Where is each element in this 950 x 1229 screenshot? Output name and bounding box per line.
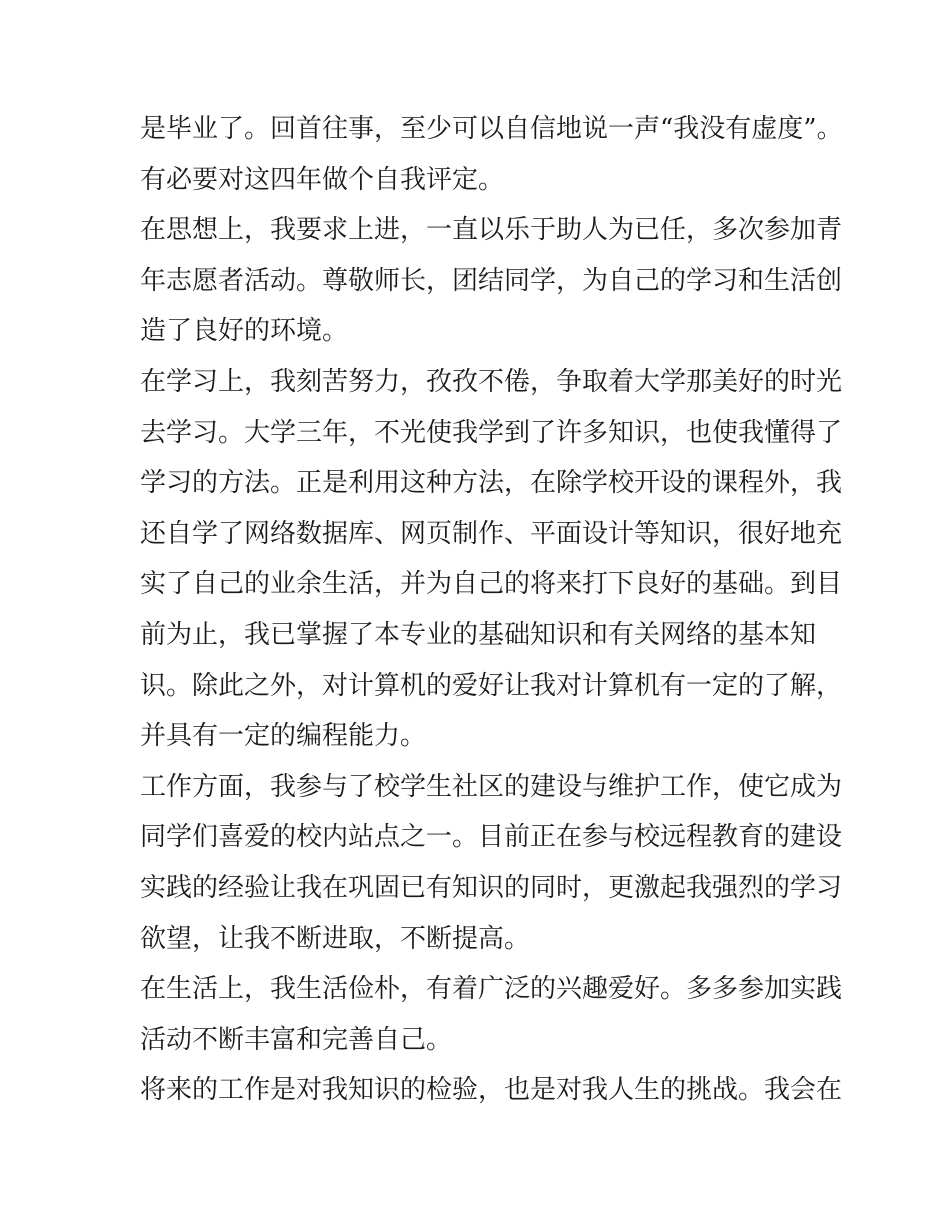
text-line: 还自学了网络数据库、网页制作、平面设计等知识，很好地充: [140, 518, 843, 549]
text-line: 是毕业了。回首往事，至少可以自信地说一声“我没有虚度”。: [140, 114, 843, 144]
text-line: 工作方面，我参与了校学生社区的建设与维护工作，使它成为: [140, 771, 843, 802]
text-line: 实了自己的业余生活，并为自己的将来打下良好的基础。到目: [140, 569, 843, 600]
text-line: 在学习上，我刻苦努力，孜孜不倦，争取着大学那美好的时光: [140, 366, 843, 397]
text-line: 将来的工作是对我知识的检验，也是对我人生的挑战。我会在: [140, 1075, 843, 1106]
text-line: 同学们喜爱的校内站点之一。目前正在参与校远程教育的建设: [140, 822, 843, 853]
text-line: 活动不断丰富和完善自己。: [140, 1024, 453, 1055]
text-line: 学习的方法。正是利用这种方法，在除学校开设的课程外，我: [140, 468, 843, 499]
document-body: [140, 104, 843, 1116]
text-line: 年志愿者活动。尊敬师长，团结同学，为自己的学习和生活创: [140, 265, 843, 296]
text-line: 在思想上，我要求上进，一直以乐于助人为已任，多次参加青: [140, 215, 843, 246]
text-line: 欲望，让我不断进取，不断提高。: [140, 923, 531, 954]
text-line: 前为止，我已掌握了本专业的基础知识和有关网络的基本知: [140, 619, 817, 650]
text-line: 有必要对这四年做个自我评定。: [140, 164, 505, 195]
text-line: 在生活上，我生活俭朴，有着广泛的兴趣爱好。多多参加实践: [140, 974, 843, 1005]
text-line: 造了良好的环境。: [140, 316, 349, 347]
text-line: 去学习。大学三年，不光使我学到了许多知识，也使我懂得了: [140, 417, 843, 448]
text-line: 识。除此之外，对计算机的爱好让我对计算机有一定的了解，: [140, 670, 843, 701]
text-line: 并具有一定的编程能力。: [140, 721, 427, 752]
text-line: 实践的经验让我在巩固已有知识的同时，更激起我强烈的学习: [140, 872, 843, 903]
